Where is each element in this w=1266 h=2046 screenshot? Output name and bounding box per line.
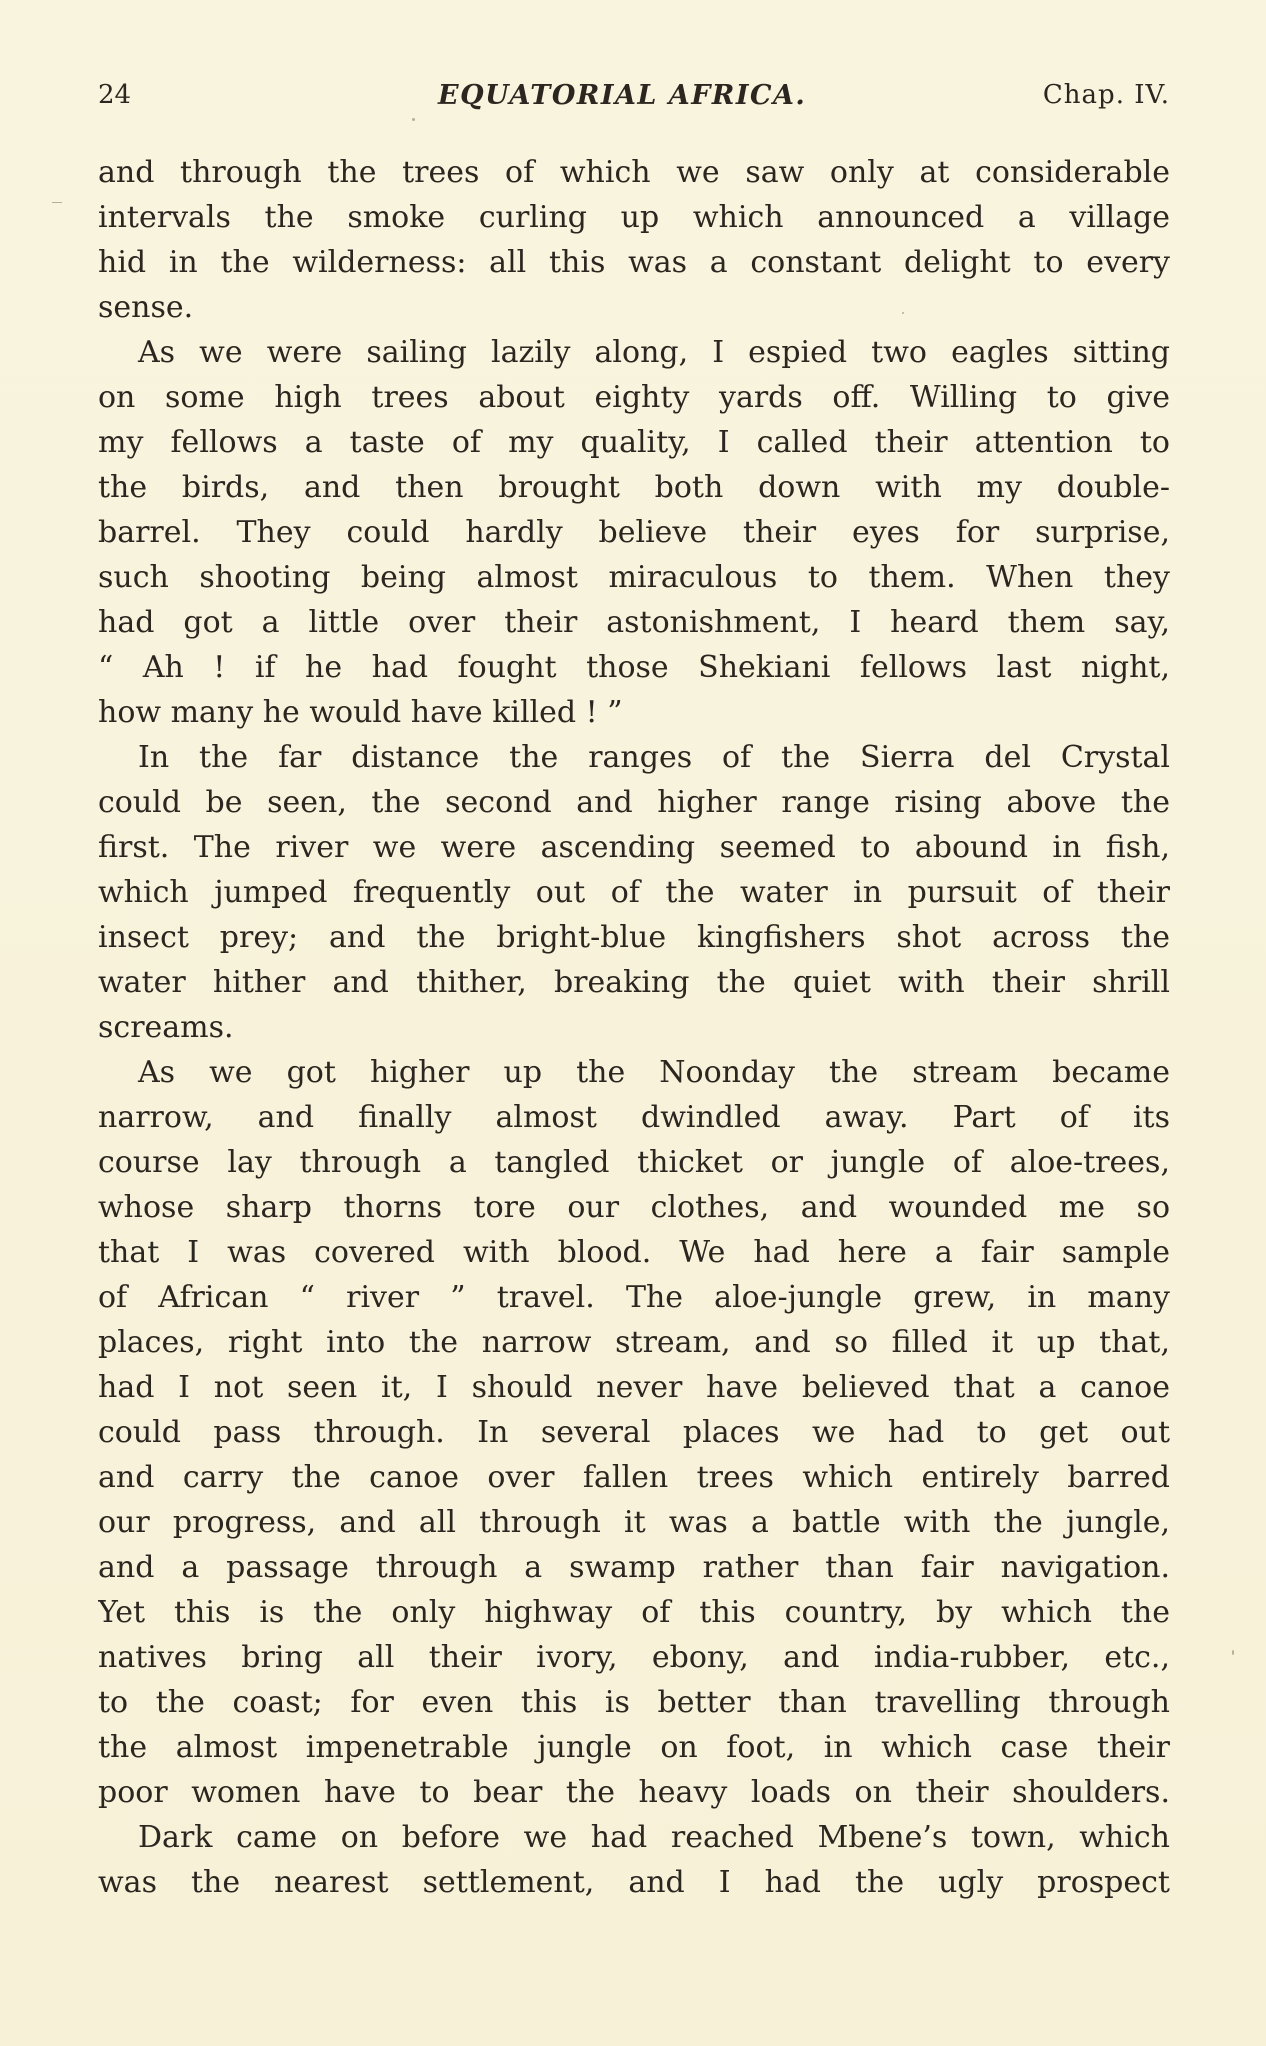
running-header xyxy=(98,72,1170,122)
text-line: insect prey; and the bright-blue kingfishers shot across the xyxy=(98,920,1170,955)
text-line: natives bring all their ivory, ebony, and india-rubber, etc., xyxy=(98,1640,1170,1675)
text-line: on some high trees about eighty yards off. Willing to give xyxy=(98,380,1170,415)
print-speck xyxy=(52,202,62,203)
text-line: that I was covered with blood. We had here a fair sample xyxy=(98,1235,1170,1270)
text-line: and carry the canoe over fallen trees which entirely barred xyxy=(98,1460,1170,1495)
body-text xyxy=(98,150,1170,1905)
text-line: intervals the smoke curling up which announced a village xyxy=(98,200,1170,235)
text-line: In the far distance the ranges of the Sierra del Crystal xyxy=(138,740,1170,775)
print-speck xyxy=(902,312,904,314)
text-line: to the coast; for even this is better than travelling through xyxy=(98,1685,1170,1720)
chapter-label: Chap. IV. xyxy=(1042,80,1170,110)
text-line: places, right into the narrow stream, and so filled it up that, xyxy=(98,1325,1170,1360)
text-line: Yet this is the only highway of this country, by which the xyxy=(98,1595,1170,1630)
text-line: “ Ah ! if he had fought those Shekiani fellows last night, xyxy=(98,650,1170,685)
text-line: the birds, and then brought both down with my double- xyxy=(98,470,1170,505)
text-line: such shooting being almost miraculous to them. When they xyxy=(98,560,1170,595)
text-line: the almost impenetrable jungle on foot, in which case their xyxy=(98,1730,1170,1765)
text-line: of African “ river ” travel. The aloe-jungle grew, in many xyxy=(98,1280,1170,1315)
text-line: which jumped frequently out of the water in pursuit of their xyxy=(98,875,1170,910)
text-line: had got a little over their astonishment, I heard them say, xyxy=(98,605,1170,640)
text-line: had I not seen it, I should never have believed that a canoe xyxy=(98,1370,1170,1405)
text-line: poor women have to bear the heavy loads on their shoulders. xyxy=(98,1775,1170,1810)
print-speck xyxy=(1232,1650,1234,1655)
text-line: could be seen, the second and higher range rising above the xyxy=(98,785,1170,820)
text-line: As we were sailing lazily along, I espied two eagles sitting xyxy=(138,335,1170,370)
text-line: our progress, and all through it was a battle with the jungle, xyxy=(98,1505,1170,1540)
text-line: first. The river we were ascending seemed to abound in fish, xyxy=(98,830,1170,865)
page-number: 24 xyxy=(98,80,132,110)
text-line: sense. xyxy=(98,290,194,325)
text-line: whose sharp thorns tore our clothes, and wounded me so xyxy=(98,1190,1170,1225)
text-line: narrow, and finally almost dwindled away. Part of its xyxy=(98,1100,1170,1135)
text-line: was the nearest settlement, and I had the ugly prospect xyxy=(98,1865,1170,1900)
text-line: water hither and thither, breaking the quiet with their shrill xyxy=(98,965,1170,1000)
text-line: and a passage through a swamp rather than fair navigation. xyxy=(98,1550,1170,1585)
print-speck xyxy=(412,118,415,121)
text-line: could pass through. In several places we had to get out xyxy=(98,1415,1170,1450)
text-line: As we got higher up the Noonday the stream became xyxy=(138,1055,1170,1090)
text-line: screams. xyxy=(98,1010,234,1045)
text-line: hid in the wilderness: all this was a constant delight to every xyxy=(98,245,1170,280)
text-line: my fellows a taste of my quality, I called their attention to xyxy=(98,425,1170,460)
text-line: Dark came on before we had reached Mbene’s town, which xyxy=(138,1820,1170,1855)
text-line: barrel. They could hardly believe their eyes for surprise, xyxy=(98,515,1170,550)
text-line: and through the trees of which we saw only at considerable xyxy=(98,155,1170,190)
text-line: how many he would have killed ! ” xyxy=(98,695,623,730)
text-line: course lay through a tangled thicket or jungle of aloe-trees, xyxy=(98,1145,1170,1180)
running-title: EQUATORIAL AFRICA. xyxy=(438,80,807,111)
